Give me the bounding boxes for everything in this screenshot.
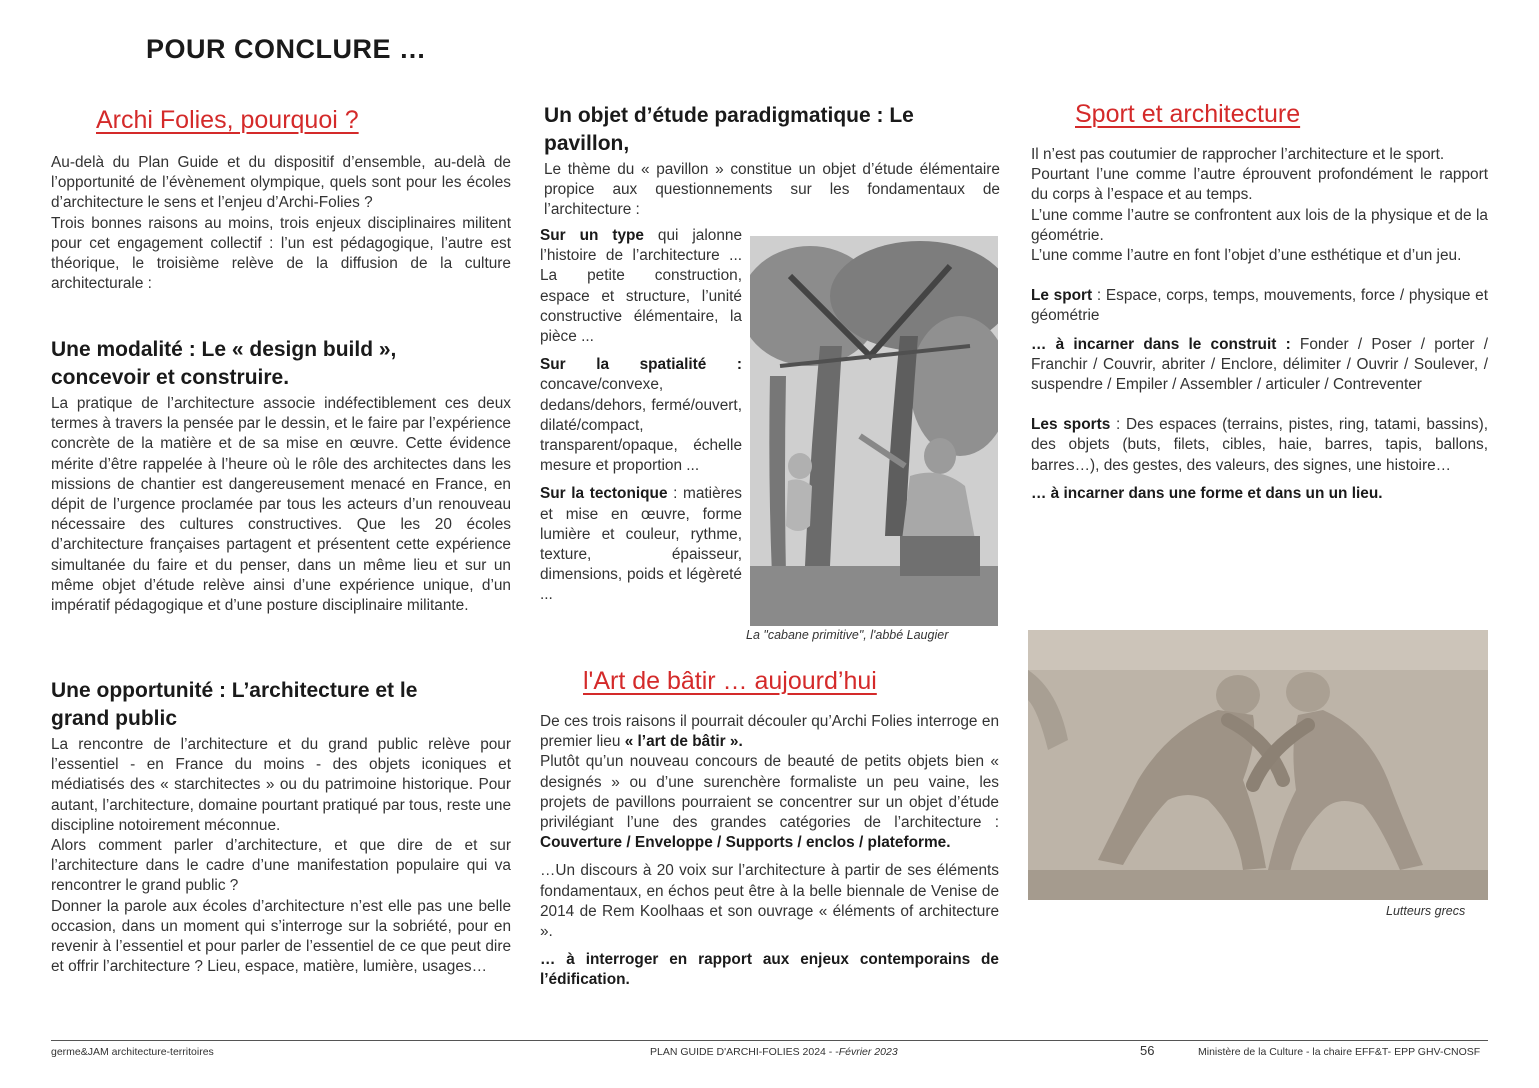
col1-intro-p1: Au-delà du Plan Guide et du dispositif d’ensemble, au-delà de l’opportunité de l’évènement olympique, quels sont pour les écoles d’architecture le sens et l’enjeu d’Archi-Folies ? xyxy=(51,154,511,212)
opportunite-p2: Alors comment parler d’architecture, et que dire de et sur l’architecture dans le cadre d’une manifestation populaire qui va rencontrer le grand public ? xyxy=(51,837,511,895)
footer-right: Ministère de la Culture - la chaire EFF&T- EPP GHV-CNOSF xyxy=(1198,1046,1481,1058)
footer-center-date: Février 2023 xyxy=(838,1046,898,1058)
cabane-primitive-image xyxy=(750,236,998,626)
footer-center-text: PLAN GUIDE D'ARCHI-FOLIES 2024 - - xyxy=(650,1046,839,1058)
col3-intro-p2: Pourtant l’une comme l’autre éprouvent profondément le rapport du corps à l’espace et au temps. xyxy=(1031,166,1488,204)
page-title: POUR CONCLURE … xyxy=(146,34,427,64)
incarner-label: … à incarner dans le construit : xyxy=(1031,335,1291,353)
lutteurs-grecs-illustration xyxy=(1028,630,1488,900)
col3-intro xyxy=(1031,145,1488,504)
col1-intro xyxy=(51,153,511,294)
type-text: qui jalonne l’histoire de l’architecture ... La petite construction, espace et structure, l’unité constructive élémentaire, la pièce ... xyxy=(540,227,743,346)
sport-text: : Espace, corps, temps, mouvements, force / physique et géométrie xyxy=(1031,287,1488,325)
heading-modalite: Une modalité : Le « design build », concevoir et construire. xyxy=(51,338,397,389)
tectonique-text: : matières et mise en œuvre, forme lumière et couleur, rythme, texture, épaisseur, dimensions, poids et légèreté ... xyxy=(540,485,743,604)
footer-center xyxy=(650,1046,898,1058)
type-item xyxy=(540,226,742,347)
art-p3: …Un discours à 20 voix sur l’architecture à partir de ses éléments fondamentaux, en échos peut être à la belle biennale de Venise de 2014 de Rem Koolhaas et son ouvrage « éléments of architecture ». xyxy=(540,862,999,941)
type-label: Sur un type xyxy=(540,227,644,244)
incarner-text: Fonder / Poser / porter / Franchir / Couvrir, abriter / Enclore, délimiter / Ouvrir / Soulever, / suspendre / Empiler / Assembler / articuler / Contreventer xyxy=(1031,335,1488,394)
art-p1-text: De ces trois raisons il pourrait découler qu’Archi Folies interroge en premier lieu xyxy=(540,713,999,751)
art-p4-bold: … à interroger en rapport aux enjeux contemporains de l’édification. xyxy=(540,951,999,989)
col1-intro-p2: Trois bonnes raisons au moins, trois enjeux disciplinaires militent pour cet engagement collectif : l’un est pédagogique, l’autre est théorique, le troisième relève de la diffusion de la culture architecturale : xyxy=(51,214,511,293)
heading-opportunite: Une opportunité : L’architecture et le grand public xyxy=(51,679,418,730)
art-p2 xyxy=(540,752,999,853)
incarner-item xyxy=(1031,335,1488,396)
opportunite-p1: La rencontre de l’architecture et du grand public relève pour l’essentiel - en France du moins - des objets iconiques et médiatisés des « starchitectes » ou du patrimoine historique. Pour autant, l’architecture, domaine pourtant pratiqué par tous, reste une discipline notoirement méconnue. xyxy=(51,736,511,834)
col1-opportunite-text xyxy=(51,735,511,977)
tectonique-item xyxy=(540,484,742,605)
lutteurs-caption: Lutteurs grecs xyxy=(1386,904,1466,918)
heading-archi-folies: Archi Folies, pourquoi ? xyxy=(96,106,359,134)
spatialite-label: Sur la spatialité : xyxy=(540,356,742,374)
cabane-caption: La "cabane primitive", l'abbé Laugier xyxy=(746,628,949,642)
heading-sport-architecture: Sport et architecture xyxy=(1075,100,1301,128)
footer-divider xyxy=(51,1040,1488,1041)
heading-art-de-batir: l'Art de bâtir … aujourd’hui xyxy=(583,667,877,695)
col2-list xyxy=(540,226,742,606)
sports-item xyxy=(1031,415,1488,476)
col3-intro-p4: L’une comme l’autre en font l’objet d’une esthétique et d’un jeu. xyxy=(1031,247,1462,265)
spatialite-text: concave/convexe, dedans/dehors, fermé/ouvert, dilaté/compact, transparent/opaque, échelle mesure et proportion ... xyxy=(540,376,742,475)
col2-art-text xyxy=(540,712,999,991)
opportunite-p3: Donner la parole aux écoles d’architecture n’est elle pas une belle occasion, dans un moment qui s’interroge sur la sobriété, pour en revenir à l’essentiel et pour parler de l’essentiel de ce que peut dire et offrir l’architecture ? Lieu, espace, matière, lumière, usages… xyxy=(51,897,511,976)
page-number: 56 xyxy=(1140,1043,1155,1058)
col1-modalite-text xyxy=(51,394,511,616)
tectonique-label: Sur la tectonique xyxy=(540,485,668,503)
cabane-primitive-illustration xyxy=(750,236,998,626)
art-p1-bold: « l’art de bâtir ». xyxy=(624,733,743,751)
art-p2-text: Plutôt qu’un nouveau concours de beauté de petits objets bien « designés » ou d’une surenchère formaliste un peu vaine, les projets de pavillons pourraient se concentrer sur un objet d’étude privilégiant l’une des grandes catégories de l’architecture : xyxy=(540,753,999,832)
forme-item xyxy=(1031,484,1488,504)
art-p1 xyxy=(540,712,999,752)
lutteurs-grecs-image xyxy=(1028,630,1488,900)
art-p4 xyxy=(540,950,999,990)
footer-left: germe&JAM architecture-territoires xyxy=(51,1046,214,1058)
spatialite-item xyxy=(540,355,742,476)
sport-label: Le sport xyxy=(1031,287,1093,305)
sport-item xyxy=(1031,286,1488,326)
modalite-paragraph: La pratique de l’architecture associe indéfectiblement ces deux termes à travers la pensée par le dessin, et le faire par l’expérience concrète de la matière et de sa mise en œuvre. Cette évidence mérite d’être rappelée à l’heure où le rôle des architectes dans les missions de chantier est dangereusement menacé en France, en dépit de l’urgence proclamée par tous les acteurs d’un renouveau nécessaire des cultures constructives. Que les 20 écoles d’architecture françaises partagent et présentent cette expérience simultanée du faire et du penser, dans un même lieu et sur un même objet d’étude relève ainsi d’une expérience unique, d’un impératif pédagogique et d’une posture disciplinaire militante. xyxy=(51,395,511,615)
sports-text: : Des espaces (terrains, pistes, ring, tatami, bassins), des objets (buts, filets, cibles, haie, barres, tapis, ballons, barres…), des gestes, des valeurs, des signes, une histoire… xyxy=(1031,416,1488,474)
col2-intro: Le thème du « pavillon » constitue un objet d’étude élémentaire propice aux questionnements sur les fondamentaux de l’architecture : xyxy=(544,161,1000,219)
col3-intro-p1: Il n’est pas coutumier de rapprocher l’architecture et le sport. xyxy=(1031,146,1445,163)
col3-intro-p3: L’une comme l’autre se confrontent aux lois de la physique et de la géométrie. xyxy=(1031,206,1488,244)
heading-pavillon: Un objet d’étude paradigmatique : Le pavillon, xyxy=(544,104,914,155)
forme-bold: … à incarner dans une forme et dans un un lieu. xyxy=(1031,484,1383,502)
sports-label: Les sports xyxy=(1031,416,1111,434)
art-p2-bold: Couverture / Enveloppe / Supports / enclos / plateforme. xyxy=(540,834,951,852)
